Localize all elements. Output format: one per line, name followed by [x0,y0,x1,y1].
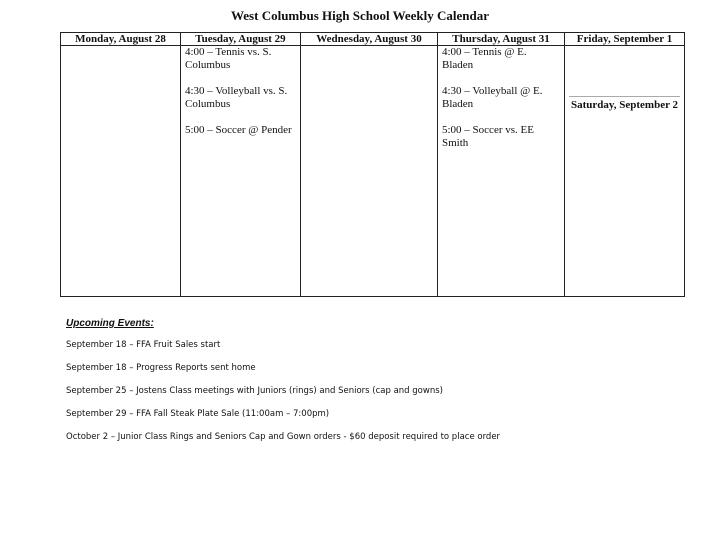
upcoming-event-item: September 18 – FFA Fruit Sales start [66,340,221,350]
calendar-body-row [61,46,685,297]
upcoming-events-section [66,318,706,455]
cell-tuesday [181,46,301,297]
event-item: 4:00 – Tennis @ E. Bladen [442,46,527,71]
friday-area [569,46,680,97]
event-item: 4:30 – Volleyball @ E. Bladen [442,85,543,110]
cell-thursday [438,46,565,297]
upcoming-event-item: September 25 – Jostens Class meetings with Juniors (rings) and Seniors (cap and gowns) [66,386,443,396]
upcoming-events-heading: Upcoming Events: [66,318,154,329]
weekly-calendar-table [60,32,685,297]
upcoming-event-item: September 29 – FFA Fall Steak Plate Sale (11:00am – 7:00pm) [66,409,330,419]
upcoming-event-item: September 18 – Progress Reports sent home [66,363,256,373]
event-item: 4:00 – Tennis vs. S. Columbus [185,46,272,71]
event-item: 5:00 – Soccer vs. EE Smith [442,124,534,149]
header-wednesday: Wednesday, August 30 [301,33,438,46]
header-friday: Friday, September 1 [565,33,685,46]
header-tuesday: Tuesday, August 29 [181,33,301,46]
header-saturday: Saturday, September 2 [570,99,679,111]
cell-friday-saturday [565,46,685,297]
calendar-header-row [61,33,685,46]
header-thursday: Thursday, August 31 [438,33,565,46]
cell-monday [61,46,181,297]
event-item: 4:30 – Volleyball vs. S. Columbus [185,85,288,110]
upcoming-event-item: October 2 – Junior Class Rings and Seniors Cap and Gown orders - $60 deposit required to place order [66,432,501,442]
event-item: 5:00 – Soccer @ Pender [185,124,292,136]
page-title: West Columbus High School Weekly Calendar [231,8,489,23]
cell-wednesday [301,46,438,297]
header-monday: Monday, August 28 [61,33,181,46]
